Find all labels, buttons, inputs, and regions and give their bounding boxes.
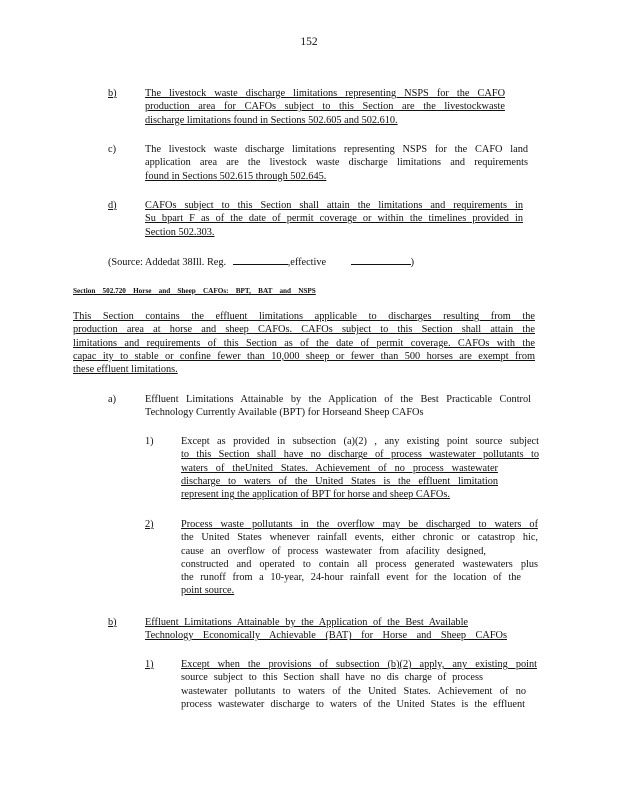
item-b-text	[145, 87, 505, 127]
sub-b-item-1-marker: 1)	[145, 659, 154, 670]
sub-b-heading-line: Technology Economically Achievable (BAT) for Horse and Sheep CAFOs	[145, 630, 507, 642]
item-c-line: application area are the livestock waste discharge limitations and requirements	[145, 157, 528, 169]
item-d-line: Su bpart F as of the date of permit coverage or within the timelines provided in	[145, 213, 523, 225]
source-blank-2	[351, 255, 411, 265]
item-c-line: found in Sections 502.615 through 502.645.	[145, 170, 327, 182]
item-c-text	[145, 143, 528, 183]
sub-a-item-1-line: waters of theUnited States. Achievement of no process wastewater	[181, 462, 498, 474]
sub-a-item-1-line: discharge to waters of the United States is the effluent limitation	[181, 475, 498, 487]
sub-a-item-2-line: Process waste pollutants in the overflow may be discharged to waters of	[181, 519, 538, 530]
intro-line: production area at horse and sheep CAFOs. CAFOs subject to this Section shall attain the	[73, 324, 535, 336]
sub-a-heading-line: Technology Currently Available (BPT) for Horseand Sheep CAFOs	[145, 407, 424, 419]
section-heading: Section 502.720 Horse and Sheep CAFOs: BPT, BAT and NSPS	[73, 287, 316, 295]
sub-b-marker: b)	[108, 617, 117, 628]
sub-a-item-2-line: cause an overflow of process wastewater from afacility designed,	[181, 545, 486, 557]
source-line	[108, 255, 414, 269]
sub-a-item-2-text	[181, 518, 538, 598]
sub-a-item-1-marker: 1)	[145, 436, 154, 447]
item-d-text	[145, 199, 523, 239]
sub-a-item-2-marker: 2)	[145, 519, 154, 530]
sub-a-item-2-line: the runoff from a 10-year, 24-hour rainfall event for the location of the	[181, 572, 521, 584]
sub-b-item-1-line: process wastewater discharge to waters of the United States is the effluent	[181, 698, 525, 710]
sub-b-item-1-line: wastewater pollutants to waters of the United States. Achievement of no	[181, 685, 526, 697]
source-prefix: (Source: Addedat 38Ill. Reg.	[108, 257, 227, 268]
sub-a-heading-line: Effluent Limitations Attainable by the Application of the Best Practicable Control	[145, 394, 531, 405]
item-marker-d: d)	[108, 200, 117, 211]
intro-line: capac ity to stable or confine fewer than 10,000 sheep or fewer than 500 horses are exempt from	[73, 350, 535, 362]
item-b-line: discharge limitations found in Sections 502.605 and 502.610.	[145, 114, 398, 126]
item-b-line: production area for CAFOs subject to this Section are the livestockwaste	[145, 101, 505, 113]
source-effective: ,effective	[287, 257, 327, 268]
item-marker-b: b)	[108, 88, 117, 99]
intro-line: limitations and requirements of this Section as of the date of permit coverage. CAFOs with the	[73, 337, 535, 349]
sub-a-item-2-line: the United States whenever rainfall events, either chronic or catastrop hic,	[181, 532, 538, 544]
intro-line: This Section contains the effluent limitations applicable to discharges resulting from the	[73, 311, 535, 322]
sub-a-item-1-line: represent ing the application of BPT for horse and sheep CAFOs.	[181, 489, 450, 501]
sub-b-item-1-text	[181, 658, 537, 711]
intro-line: these effluent limitations.	[73, 364, 178, 376]
sub-a-item-2-line: point source.	[181, 585, 235, 597]
item-c-line: The livestock waste discharge limitations representing NSPS for the CAFO land	[145, 144, 528, 155]
item-d-line: CAFOs subject to this Section shall attain the limitations and requirements in	[145, 200, 523, 211]
sub-b-item-1-line: Except when the provisions of subsection (b)(2) apply, any existing point	[181, 659, 537, 670]
source-blank-1	[233, 255, 288, 265]
sub-a-item-1-text	[181, 435, 539, 501]
sub-a-item-1-line: to this Section shall have no discharge of process wastewater pollutants to	[181, 449, 539, 461]
source-close: )	[410, 257, 415, 268]
sub-b-heading	[145, 616, 507, 643]
sub-b-item-1-line: source subject to this Section shall have no dis charge of process	[181, 672, 483, 684]
sub-b-heading-line: Effluent Limitations Attainable by the Application of the Best Available	[145, 617, 468, 628]
item-marker-c: c)	[108, 144, 116, 155]
page-number: 152	[300, 36, 318, 48]
sub-a-marker: a)	[108, 394, 116, 405]
sub-a-item-1-line: Except as provided in subsection (a)(2) , any existing point source subject	[181, 436, 539, 447]
intro-paragraph	[73, 310, 535, 376]
item-d-line: Section 502.303.	[145, 226, 215, 238]
sub-a-heading	[145, 393, 531, 420]
item-b-line: The livestock waste discharge limitations representing NSPS for the CAFO	[145, 88, 505, 99]
sub-a-item-2-line: constructed and operated to contain all process generated wastewaters plus	[181, 558, 538, 570]
